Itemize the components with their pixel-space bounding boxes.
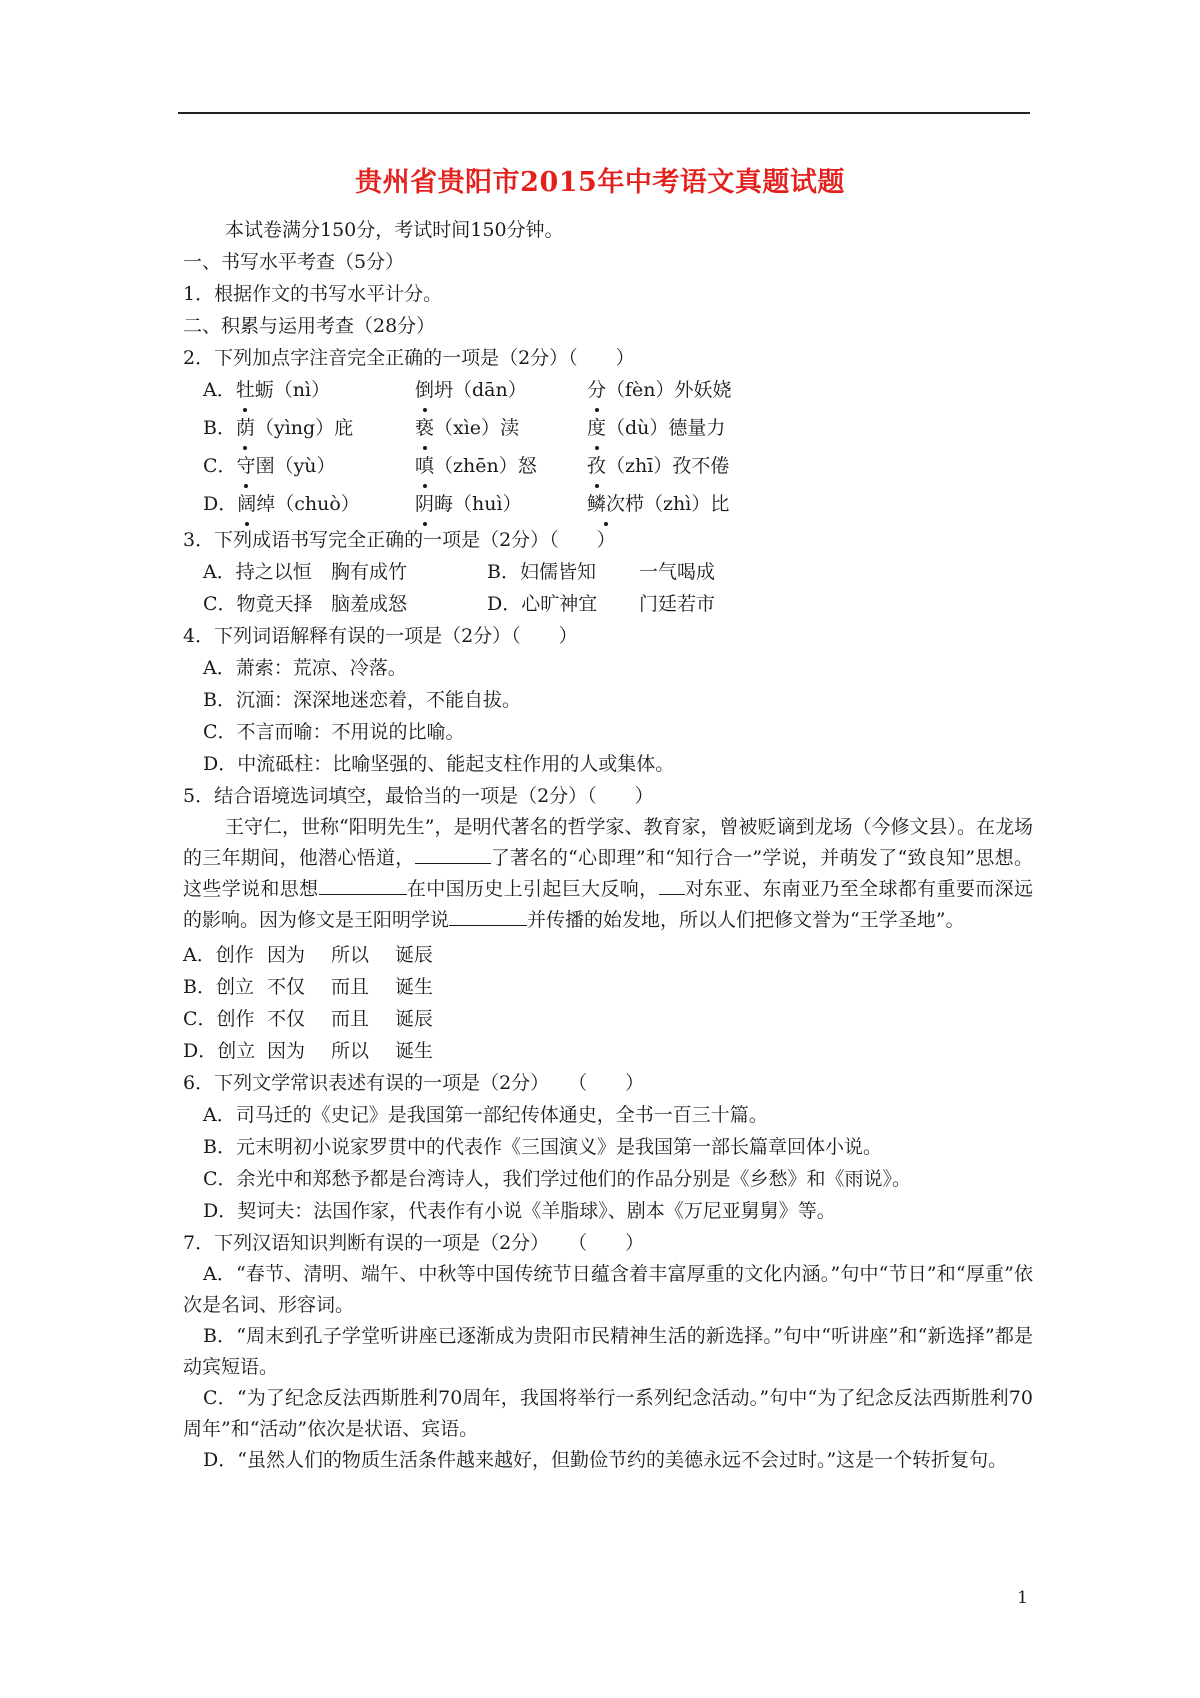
intro-line: 本试卷满分150分，考试时间150分钟。 (225, 219, 564, 241)
question-6-option-d: D．契诃夫：法国作家，代表作有小说《羊脂球》、剧本《万尼亚舅舅》等。 (203, 1200, 836, 1222)
dotted-char: 嗔 (415, 450, 434, 482)
document-title: 贵州省贵阳市2015年中考语文真题试题 (355, 167, 845, 198)
option-cell: 而且 (331, 976, 370, 998)
option-cell: 门廷若市 (639, 593, 716, 615)
question-5-option-row (183, 939, 1033, 971)
option-cell (415, 412, 587, 444)
question-7-option-a: A．“春节、清明、端午、中秋等中国传统节日蕴含着丰富厚重的文化内涵。”句中“节日”和“厚重”依次是名词、形容词。 (183, 1263, 1033, 1316)
option-text: D． (203, 493, 238, 515)
option-text: 蛎（nì） (254, 379, 331, 401)
question-1: 1．根据作文的书写水平计分。 (183, 283, 443, 305)
option-cell: B．创立 (183, 976, 254, 998)
option-text: A． (203, 379, 236, 401)
option-cell (587, 412, 787, 444)
option-cell (587, 450, 787, 482)
option-cell: C．物竟天择 (203, 593, 313, 615)
option-cell: 而且 (331, 1008, 370, 1030)
question-6-stem: 6．下列文学常识表述有误的一项是（2分） （ ） (183, 1072, 645, 1094)
option-text: （yìng）庇 (254, 417, 354, 439)
dotted-char: 倒 (415, 374, 434, 406)
question-3-options (183, 556, 1033, 620)
question-7-option-d: D．“虽然人们的物质生活条件越来越好，但勤俭节约的美德永远不会过时。”这是一个转折复句。 (203, 1449, 1008, 1471)
question-7-option-c: C．“为了纪念反法西斯胜利70周年，我国将举行一系列纪念活动。”句中“为了纪念反法西斯胜利70周年”和“活动”依次是状语、宾语。 (183, 1387, 1033, 1440)
dotted-char: 鳞次 (587, 488, 625, 520)
option-text: 坍（dān） (434, 379, 527, 401)
question-2-options (183, 374, 1033, 526)
question-5-option-row (183, 971, 1033, 1003)
option-cell: 不仅 (267, 1008, 306, 1030)
option-text: B． (203, 417, 236, 439)
option-cell: 所以 (331, 944, 370, 966)
question-4-stem: 4．下列词语解释有误的一项是（2分）（ ） (183, 625, 578, 647)
option-text: （fèn）外妖娆 (606, 379, 732, 401)
option-text: 圉（yù） (255, 455, 336, 477)
question-4-option-c: C．不言而喻：不用说的比喻。 (203, 721, 465, 743)
option-cell: 胸有成竹 (331, 561, 408, 583)
question-4-option-a: A．萧索：荒凉、冷落。 (203, 657, 407, 679)
option-cell (203, 412, 415, 444)
option-cell: 因为 (267, 1040, 306, 1062)
option-text: C． (203, 455, 237, 477)
option-cell (415, 450, 587, 482)
dotted-char: 分 (587, 374, 606, 406)
exam-body (183, 214, 1033, 1476)
option-text: 栉（zhì）比 (625, 493, 730, 515)
option-cell (587, 374, 787, 406)
header-rule (178, 112, 1030, 114)
dotted-char: 度 (587, 412, 606, 444)
option-cell: C．创作 (183, 1008, 255, 1030)
question-5-stem: 5．结合语境选词填空，最恰当的一项是（2分）（ ） (183, 785, 654, 807)
page-number: 1 (1017, 1588, 1028, 1608)
option-cell: 诞辰 (395, 1008, 434, 1030)
option-cell: D．心旷神宜 (487, 593, 598, 615)
dotted-char: 荫 (236, 412, 255, 444)
question-2-option-row (183, 412, 1033, 450)
dotted-char: 阴 (415, 488, 434, 520)
question-3-option-row (183, 588, 1033, 620)
dotted-char: 牡 (236, 374, 255, 406)
question-5-option-row (183, 1035, 1033, 1067)
option-cell (203, 450, 415, 482)
question-2-option-row (183, 374, 1033, 412)
fill-blank-2 (319, 874, 407, 895)
option-cell (203, 374, 415, 406)
option-text: 绰（chuò） (256, 493, 360, 515)
question-5-passage: 王守仁，世称“阳明先生”，是明代著名的哲学家、教育家，曾被贬谪到龙场（今修文县）。在龙场的三年期间，他潜心悟道， 了著名的“心即理”和“知行合一”学说，并萌发了“致良知”思想。这些学说和思想 在中国历史上引起巨大反响， 对东亚、东南亚乃至全球都有重要而深远的影响。因为修文是王阳明学说 并传播的始发地，所以人们把修文誉为“王学圣地”。 (183, 816, 1033, 931)
question-5-options (183, 939, 1033, 1067)
option-cell: 不仅 (267, 976, 306, 998)
section-2-heading: 二、积累与运用考查（28分） (183, 315, 436, 337)
option-text: （zhēn）怒 (434, 455, 537, 477)
question-2-option-row (183, 488, 1033, 526)
option-cell: A．持之以恒 (203, 561, 312, 583)
question-3-option-row (183, 556, 1033, 588)
option-cell: 一气喝成 (639, 561, 716, 583)
question-4-option-b: B．沉湎：深深地迷恋着，不能自拔。 (203, 689, 521, 711)
dotted-char: 阔 (237, 488, 256, 520)
dotted-char: 守 (237, 450, 256, 482)
fill-blank-4 (449, 905, 527, 926)
question-3-stem: 3．下列成语书写完全正确的一项是（2分）（ ） (183, 529, 616, 551)
option-cell: A．创作 (183, 944, 254, 966)
question-2-option-row (183, 450, 1033, 488)
question-5-option-row (183, 1003, 1033, 1035)
option-text: （zhī）孜不倦 (606, 455, 730, 477)
question-6-option-c: C．余光中和郑愁予都是台湾诗人，我们学过他们的作品分别是《乡愁》和《雨说》。 (203, 1168, 912, 1190)
fill-blank-1 (415, 843, 491, 864)
option-cell: 因为 (267, 944, 306, 966)
option-cell (587, 488, 787, 520)
option-cell: B．妇儒皆知 (487, 561, 596, 583)
option-cell (415, 488, 587, 520)
fill-blank-3 (659, 874, 685, 895)
option-cell: D．创立 (183, 1040, 256, 1062)
option-text: 晦（huì） (434, 493, 522, 515)
question-6-option-b: B．元末明初小说家罗贯中的代表作《三国演义》是我国第一部长篇章回体小说。 (203, 1136, 882, 1158)
dotted-char: 孜 (587, 450, 606, 482)
option-cell (415, 374, 587, 406)
option-cell: 诞生 (395, 1040, 434, 1062)
section-1-heading: 一、书写水平考查（5分） (183, 251, 405, 273)
option-cell: 脑羞成怒 (331, 593, 408, 615)
question-7-stem: 7．下列汉语知识判断有误的一项是（2分） （ ） (183, 1232, 645, 1254)
option-text: （dù）德量力 (606, 417, 726, 439)
option-text: （xìe）渎 (434, 417, 520, 439)
option-cell: 所以 (331, 1040, 370, 1062)
question-2-stem: 2．下列加点字注音完全正确的一项是（2分）（ ） (183, 347, 635, 369)
question-6-option-a: A．司马迁的《史记》是我国第一部纪传体通史，全书一百三十篇。 (203, 1104, 768, 1126)
option-cell (203, 488, 415, 520)
question-7-option-b: B．“周末到孔子学堂听讲座已逐渐成为贵阳市民精神生活的新选择。”句中“听讲座”和“新选择”都是动宾短语。 (183, 1325, 1033, 1378)
question-4-option-d: D．中流砥柱：比喻坚强的、能起支柱作用的人或集体。 (203, 753, 675, 775)
option-cell: 诞辰 (395, 944, 434, 966)
option-cell: 诞生 (395, 976, 434, 998)
dotted-char: 亵 (415, 412, 434, 444)
